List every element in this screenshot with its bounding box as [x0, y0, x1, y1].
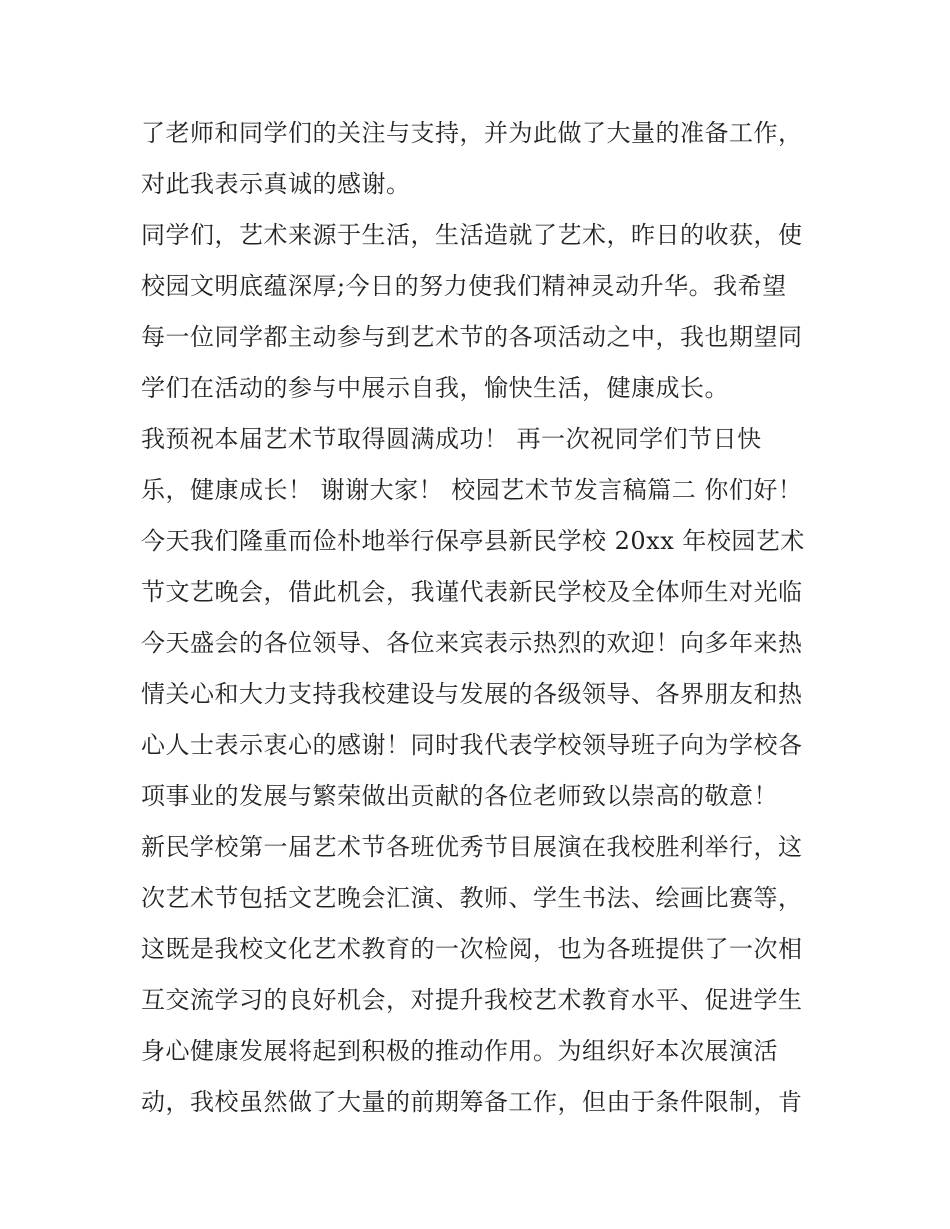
text-line: 乐，健康成长！ 谢谢大家！ 校园艺术节发言稿篇二 你们好！	[141, 476, 803, 504]
text-line: 了老师和同学们的关注与支持，并为此做了大量的准备工作，	[141, 119, 803, 147]
text-line: 校园文明底蕴深厚;今日的努力使我们精神灵动升华。我希望	[141, 272, 787, 300]
text-line: 情关心和大力支持我校建设与发展的各级领导、各界朋友和热	[141, 680, 803, 708]
text-line: 今天我们隆重而俭朴地举行保亭县新民学校 20xx 年校园艺术	[141, 527, 805, 555]
text-line: 我预祝本届艺术节取得圆满成功！ 再一次祝同学们节日快	[141, 425, 762, 453]
text-line: 互交流学习的良好机会，对提升我校艺术教育水平、促进学生	[141, 986, 803, 1014]
text-line: 同学们，艺术来源于生活，生活造就了艺术，昨日的收获，使	[141, 221, 803, 249]
text-line: 动，我校虽然做了大量的前期筹备工作，但由于条件限制，肯	[141, 1088, 803, 1116]
text-line: 新民学校第一届艺术节各班优秀节目展演在我校胜利举行，这	[141, 833, 803, 861]
text-line: 这既是我校文化艺术教育的一次检阅，也为各班提供了一次相	[141, 935, 803, 963]
text-line: 今天盛会的各位领导、各位来宾表示热烈的欢迎！向多年来热	[141, 629, 803, 657]
text-line: 每一位同学都主动参与到艺术节的各项活动之中，我也期望同	[141, 323, 803, 351]
document-body	[141, 108, 821, 1128]
text-line: 对此我表示真诚的感谢。	[141, 170, 411, 198]
text-line: 身心健康发展将起到积极的推动作用。为组织好本次展演活	[141, 1037, 778, 1065]
text-line: 心人士表示衷心的感谢！同时我代表学校领导班子向为学校各	[141, 731, 803, 759]
text-line: 次艺术节包括文艺晚会汇演、教师、学生书法、绘画比赛等，	[141, 884, 803, 912]
text-line: 节文艺晚会，借此机会，我谨代表新民学校及全体师生对光临	[141, 578, 803, 606]
text-line: 学们在活动的参与中展示自我，愉快生活，健康成长。	[141, 374, 729, 402]
text-line: 项事业的发展与繁荣做出贡献的各位老师致以崇高的敬意！	[141, 782, 778, 810]
